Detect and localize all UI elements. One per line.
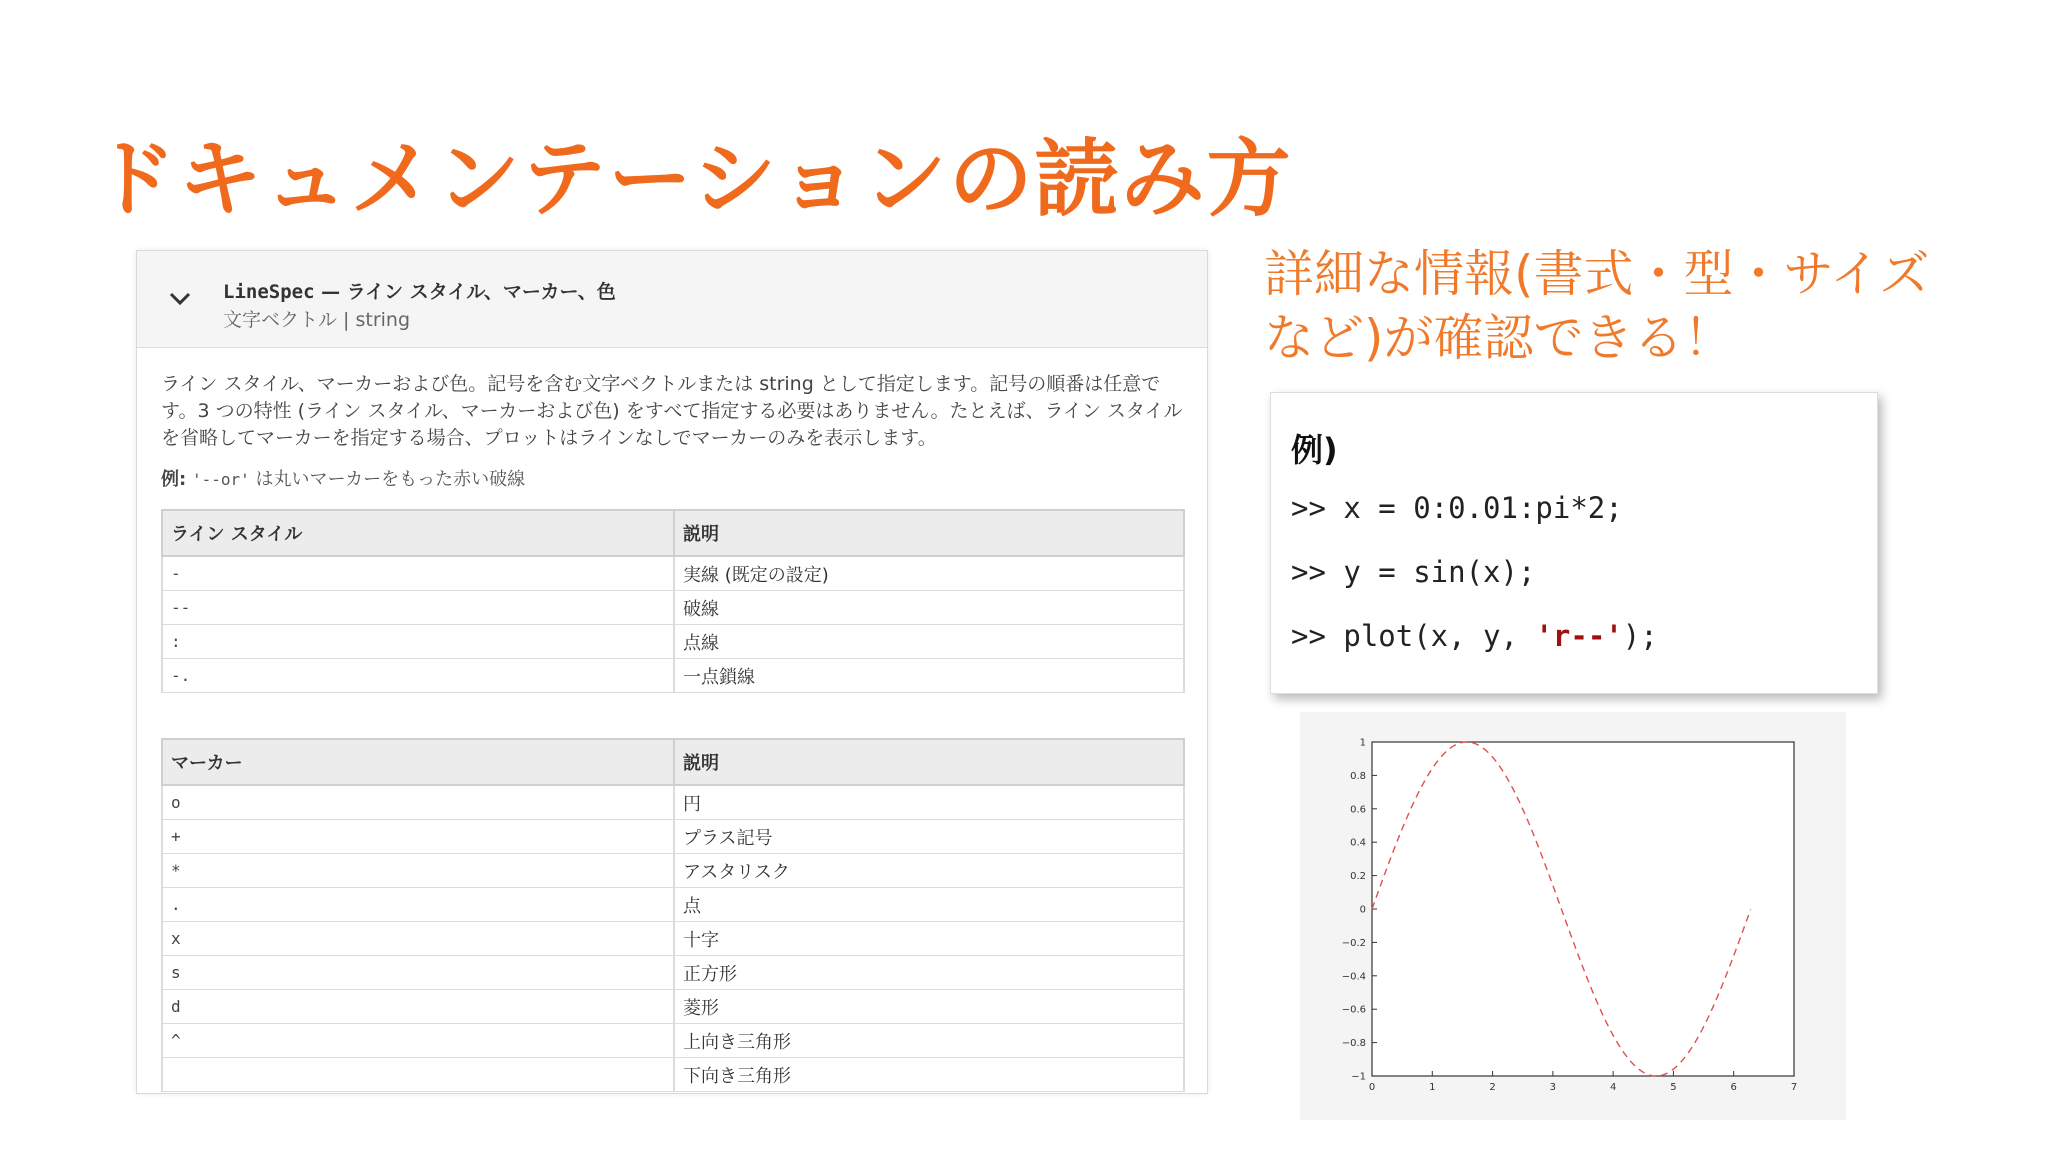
table-cell: 十字 — [674, 922, 1184, 956]
table-cell: 円 — [674, 785, 1184, 820]
table-row — [162, 820, 1184, 854]
table-cell: 上向き三角形 — [674, 1024, 1184, 1058]
code-example-box — [1270, 392, 1878, 694]
x-tick-label: 5 — [1670, 1082, 1677, 1093]
table-row — [162, 591, 1184, 625]
info-note-line: 詳細な情報(書式・型・サイズ — [1264, 245, 1930, 303]
table-cell: 実線 (既定の設定) — [674, 556, 1184, 591]
x-tick-label: 3 — [1549, 1082, 1557, 1093]
y-tick-label: −0.4 — [1341, 971, 1366, 983]
table-row — [162, 956, 1184, 990]
table-cell: 破線 — [674, 591, 1184, 625]
x-tick-label: 1 — [1429, 1082, 1436, 1093]
y-tick-label: 0.4 — [1350, 837, 1366, 849]
table-cell: o — [162, 785, 674, 820]
info-note — [1264, 242, 2004, 370]
table-header-row — [162, 739, 1184, 785]
x-tick-label: 4 — [1609, 1082, 1617, 1093]
example-line: 例: '--or' は丸いマーカーをもった赤い破線 — [161, 469, 526, 490]
code-example-label: 例) — [1291, 431, 1338, 469]
table-cell: + — [162, 820, 674, 854]
y-tick-label: 0.8 — [1350, 770, 1366, 782]
table-cell: 一点鎖線 — [674, 659, 1184, 693]
info-note-line: など)が確認できる！ — [1264, 309, 1734, 367]
table-row — [162, 922, 1184, 956]
x-tick-label: 2 — [1489, 1082, 1496, 1093]
table-cell: 点 — [674, 888, 1184, 922]
code-line: >> y = sin(x); — [1291, 555, 1536, 589]
table-cell: -- — [162, 591, 674, 625]
y-tick-label: 0.2 — [1350, 871, 1366, 883]
table-cell: 下向き三角形 — [674, 1058, 1184, 1092]
table-row — [162, 659, 1184, 693]
table-cell: x — [162, 922, 674, 956]
sine-plot-svg — [1300, 712, 1846, 1120]
table-cell: : — [162, 625, 674, 659]
table-cell: * — [162, 854, 674, 888]
code-line: >> x = 0:0.01:pi*2; — [1291, 491, 1623, 525]
chevron-down-icon[interactable] — [167, 285, 193, 311]
argument-description: ライン スタイル、マーカーおよび色。記号を含む文字ベクトルまたは string として指定します。記号の順番は任意です。3 つの特性 (ライン スタイル、マーカーおよび色) をすべて指定する必要はありません。たとえば、ライン スタイルを省略してマーカーを指定する場合、プロットはラインなしでマーカーのみを表示します。 — [161, 373, 1183, 449]
y-tick-label: −0.8 — [1341, 1038, 1366, 1050]
table-cell: ^ — [162, 1024, 674, 1058]
table-cell — [162, 1058, 674, 1092]
table-header: 説明 — [674, 510, 1184, 556]
table-row — [162, 888, 1184, 922]
y-tick-label: 0.6 — [1350, 804, 1366, 816]
sine-plot — [1300, 712, 1846, 1120]
argument-name: LineSpec — ライン スタイル、マーカー、色 — [223, 281, 616, 303]
table-cell: -. — [162, 659, 674, 693]
table-header: 説明 — [674, 739, 1184, 785]
table-cell: アスタリスク — [674, 854, 1184, 888]
x-tick-label: 7 — [1790, 1082, 1798, 1093]
table-cell: 菱形 — [674, 990, 1184, 1024]
y-tick-label: 0 — [1359, 904, 1366, 916]
linespec-header[interactable] — [137, 251, 1207, 348]
table-row — [162, 556, 1184, 591]
linestyle-table — [161, 509, 1185, 693]
table-row — [162, 1024, 1184, 1058]
table-cell: 点線 — [674, 625, 1184, 659]
table-header-row — [162, 510, 1184, 556]
table-row — [162, 785, 1184, 820]
y-tick-label: −0.2 — [1341, 937, 1366, 949]
x-tick-label: 6 — [1730, 1082, 1737, 1093]
y-tick-label: −1 — [1351, 1071, 1366, 1083]
x-tick-label: 0 — [1368, 1082, 1376, 1093]
table-cell: 正方形 — [674, 956, 1184, 990]
table-row — [162, 1058, 1184, 1092]
marker-table — [161, 738, 1185, 1092]
slide-title: ドキュメンテーションの読み方 — [92, 130, 1293, 228]
table-cell: d — [162, 990, 674, 1024]
code-line: >> plot(x, y, 'r--'); — [1291, 619, 1658, 653]
table-row — [162, 854, 1184, 888]
y-tick-label: −0.6 — [1341, 1004, 1366, 1016]
documentation-panel — [136, 250, 1208, 1094]
table-cell: - — [162, 556, 674, 591]
table-row — [162, 625, 1184, 659]
table-cell: s — [162, 956, 674, 990]
argument-type: 文字ベクトル | string — [223, 309, 411, 331]
table-row — [162, 990, 1184, 1024]
y-tick-label: 1 — [1359, 737, 1366, 749]
table-cell: . — [162, 888, 674, 922]
table-header: ライン スタイル — [162, 510, 674, 556]
table-cell: プラス記号 — [674, 820, 1184, 854]
table-header: マーカー — [162, 739, 674, 785]
plot-frame — [1372, 742, 1794, 1076]
